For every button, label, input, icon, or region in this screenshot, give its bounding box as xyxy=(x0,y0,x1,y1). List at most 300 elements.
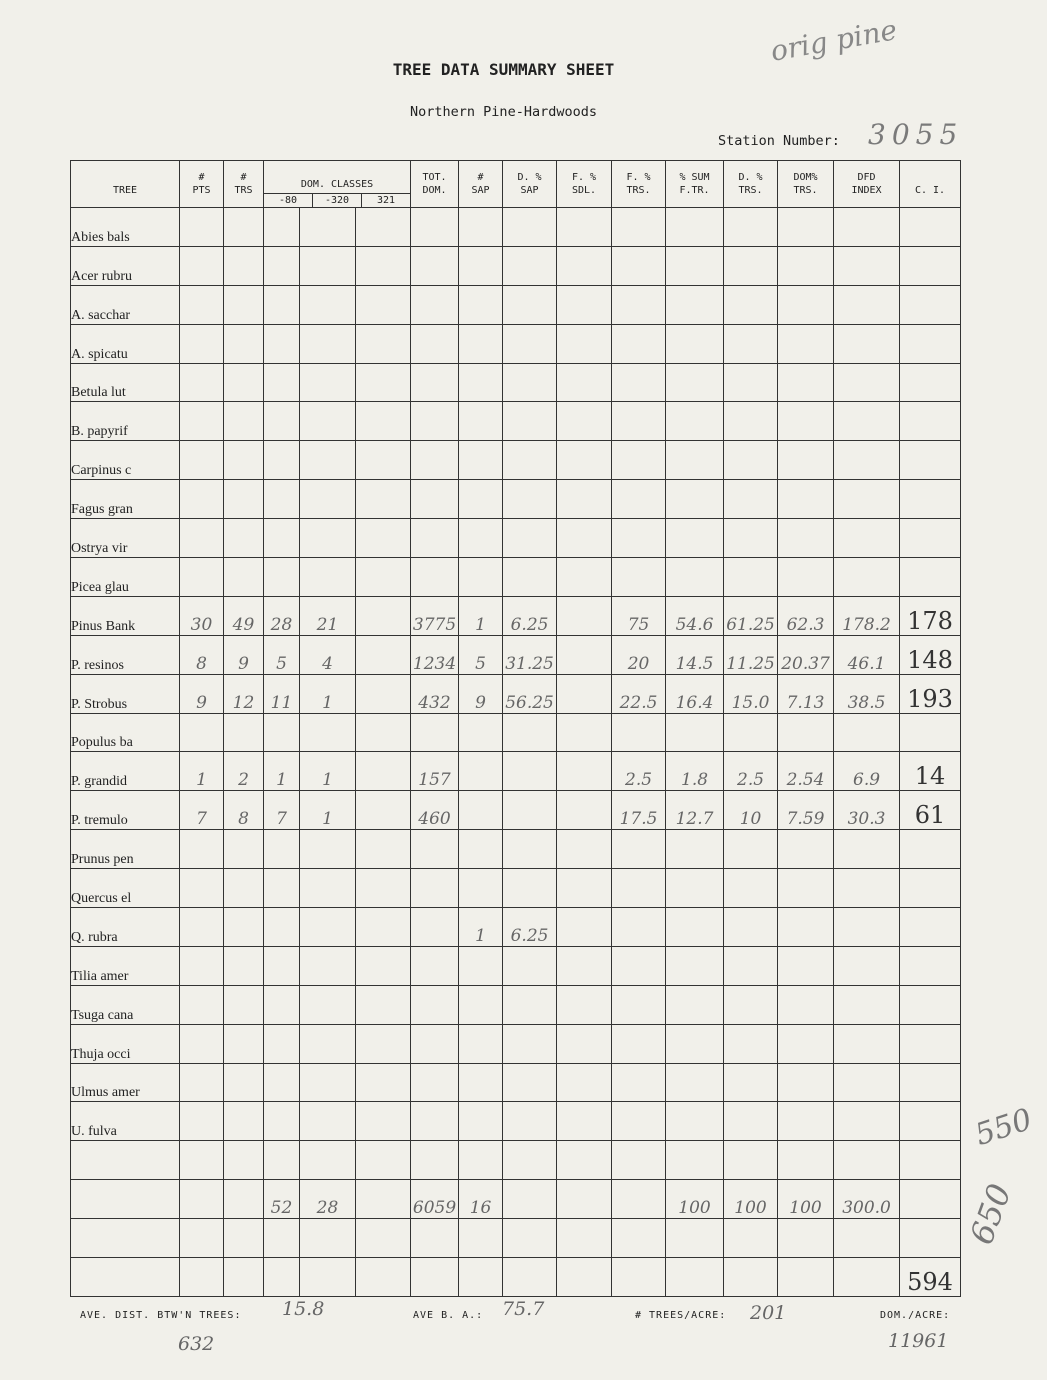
value-cell xyxy=(300,946,356,985)
value-cell xyxy=(300,1102,356,1141)
col-sum-ftr: % SUM F.TR. xyxy=(666,161,724,208)
value-cell xyxy=(356,1063,411,1102)
value-cell xyxy=(900,285,961,324)
value-cell xyxy=(612,1258,666,1297)
value-cell xyxy=(180,208,224,247)
value-cell xyxy=(356,402,411,441)
tree-name-cell xyxy=(71,1219,180,1258)
value-cell xyxy=(264,208,300,247)
value-cell xyxy=(411,441,459,480)
value-cell xyxy=(503,363,557,402)
value-cell xyxy=(180,246,224,285)
value-cell: 8 xyxy=(180,635,224,674)
value-cell xyxy=(356,1102,411,1141)
sheet-title: TREE DATA SUMMARY SHEET xyxy=(392,60,615,79)
value-cell xyxy=(356,441,411,480)
value-cell xyxy=(356,674,411,713)
value-cell xyxy=(557,208,612,247)
value-cell xyxy=(503,752,557,791)
value-cell xyxy=(459,1219,503,1258)
tree-name-cell: Tilia amer xyxy=(71,946,180,985)
tree-name-cell: Populus ba xyxy=(71,713,180,752)
col-pts: # PTS xyxy=(180,161,224,208)
value-cell xyxy=(612,946,666,985)
value-cell xyxy=(834,1024,900,1063)
value-cell xyxy=(411,1102,459,1141)
value-cell: 38.5 xyxy=(834,674,900,713)
table-row xyxy=(71,869,961,908)
value-cell xyxy=(724,1258,778,1297)
value-cell xyxy=(778,1219,834,1258)
value-cell xyxy=(459,208,503,247)
value-cell xyxy=(778,519,834,558)
value-cell xyxy=(557,1258,612,1297)
value-cell xyxy=(834,830,900,869)
value-cell: 1 xyxy=(264,752,300,791)
value-cell: 100 xyxy=(778,1180,834,1219)
value-cell xyxy=(503,324,557,363)
ave-dist-label: AVE. DIST. BTW'N TREES: xyxy=(80,1310,242,1321)
col-tot-dom: TOT. DOM. xyxy=(411,161,459,208)
value-cell xyxy=(724,869,778,908)
tree-name-cell: A. sacchar xyxy=(71,285,180,324)
value-cell: 6.25 xyxy=(503,596,557,635)
value-cell xyxy=(180,869,224,908)
value-cell xyxy=(224,1219,264,1258)
value-cell xyxy=(900,869,961,908)
value-cell xyxy=(300,985,356,1024)
value-cell xyxy=(503,246,557,285)
value-cell xyxy=(778,869,834,908)
value-cell xyxy=(300,1063,356,1102)
value-cell xyxy=(612,363,666,402)
value-cell xyxy=(612,869,666,908)
tree-name-cell: Ulmus amer xyxy=(71,1063,180,1102)
value-cell xyxy=(666,480,724,519)
value-cell: 2 xyxy=(224,752,264,791)
value-cell xyxy=(557,1180,612,1219)
value-cell xyxy=(411,713,459,752)
value-cell xyxy=(834,869,900,908)
value-cell xyxy=(459,558,503,597)
tree-name-cell: P. tremulo xyxy=(71,791,180,830)
value-cell: 15.0 xyxy=(724,674,778,713)
value-cell xyxy=(503,558,557,597)
tree-name-cell: Quercus el xyxy=(71,869,180,908)
value-cell xyxy=(612,1063,666,1102)
value-cell xyxy=(666,1024,724,1063)
value-cell xyxy=(724,519,778,558)
value-cell xyxy=(834,1141,900,1180)
value-cell: 31.25 xyxy=(503,635,557,674)
table-row xyxy=(71,324,961,363)
value-cell: 300.0 xyxy=(834,1180,900,1219)
value-cell xyxy=(666,908,724,947)
value-cell xyxy=(778,324,834,363)
tree-name-cell: Thuja occi xyxy=(71,1024,180,1063)
table-row xyxy=(71,908,961,947)
value-cell xyxy=(411,558,459,597)
value-cell xyxy=(264,441,300,480)
value-cell: 2.5 xyxy=(612,752,666,791)
value-cell xyxy=(264,1102,300,1141)
value-cell xyxy=(503,1063,557,1102)
value-cell xyxy=(900,246,961,285)
value-cell xyxy=(557,285,612,324)
table-row xyxy=(71,830,961,869)
value-cell xyxy=(459,1024,503,1063)
value-cell: 16.4 xyxy=(666,674,724,713)
col-d-sap: D. % SAP xyxy=(503,161,557,208)
tree-name-cell: Ostrya vir xyxy=(71,519,180,558)
value-cell xyxy=(264,1219,300,1258)
table-row xyxy=(71,946,961,985)
table-row xyxy=(71,791,961,830)
value-cell xyxy=(503,480,557,519)
dom-acre-value: 11961 xyxy=(888,1330,949,1352)
value-cell xyxy=(264,946,300,985)
value-cell xyxy=(300,1219,356,1258)
table-row xyxy=(71,1024,961,1063)
value-cell: 100 xyxy=(666,1180,724,1219)
value-cell xyxy=(300,558,356,597)
value-cell: 6059 xyxy=(411,1180,459,1219)
value-cell: 62.3 xyxy=(778,596,834,635)
value-cell xyxy=(411,1024,459,1063)
value-cell xyxy=(834,208,900,247)
value-cell xyxy=(411,869,459,908)
value-cell xyxy=(900,1180,961,1219)
value-cell xyxy=(411,363,459,402)
value-cell: 49 xyxy=(224,596,264,635)
value-cell xyxy=(300,1141,356,1180)
value-cell xyxy=(724,830,778,869)
value-cell xyxy=(834,946,900,985)
tree-name-cell: Tsuga cana xyxy=(71,985,180,1024)
value-cell: 1 xyxy=(300,791,356,830)
value-cell xyxy=(411,985,459,1024)
value-cell xyxy=(264,830,300,869)
value-cell xyxy=(557,402,612,441)
value-cell xyxy=(411,908,459,947)
value-cell xyxy=(459,441,503,480)
value-cell xyxy=(666,558,724,597)
table-row xyxy=(71,674,961,713)
value-cell xyxy=(612,1219,666,1258)
tree-name-cell: Pinus Bank xyxy=(71,596,180,635)
value-cell xyxy=(356,752,411,791)
tree-name-cell: Acer rubru xyxy=(71,246,180,285)
value-cell xyxy=(666,363,724,402)
value-cell xyxy=(459,752,503,791)
value-cell: 8 xyxy=(224,791,264,830)
value-cell xyxy=(356,246,411,285)
value-cell xyxy=(778,480,834,519)
col-d-trs: D. % TRS. xyxy=(724,161,778,208)
margin-note-2: 650 xyxy=(962,1178,1019,1250)
value-cell xyxy=(778,713,834,752)
value-cell xyxy=(356,985,411,1024)
value-cell xyxy=(666,1219,724,1258)
value-cell: 1 xyxy=(459,596,503,635)
value-cell xyxy=(834,713,900,752)
value-cell xyxy=(356,519,411,558)
table-row xyxy=(71,635,961,674)
value-cell xyxy=(900,1141,961,1180)
table-row xyxy=(71,558,961,597)
value-cell xyxy=(503,869,557,908)
table-row xyxy=(71,1258,961,1297)
value-cell xyxy=(900,830,961,869)
value-cell xyxy=(666,324,724,363)
corner-handwritten-note: orig pine xyxy=(768,13,900,68)
value-cell xyxy=(557,363,612,402)
value-cell xyxy=(224,208,264,247)
value-cell xyxy=(180,1024,224,1063)
value-cell xyxy=(264,519,300,558)
value-cell xyxy=(834,1102,900,1141)
value-cell xyxy=(300,519,356,558)
value-cell: 178.2 xyxy=(834,596,900,635)
value-cell xyxy=(180,713,224,752)
value-cell xyxy=(557,558,612,597)
value-cell: 9 xyxy=(224,635,264,674)
value-cell xyxy=(224,946,264,985)
value-cell xyxy=(180,363,224,402)
value-cell xyxy=(503,1141,557,1180)
tree-name-cell: P. Strobus xyxy=(71,674,180,713)
value-cell xyxy=(900,985,961,1024)
value-cell xyxy=(778,363,834,402)
value-cell xyxy=(666,1102,724,1141)
value-cell xyxy=(778,558,834,597)
value-cell: 12.7 xyxy=(666,791,724,830)
value-cell: 7.59 xyxy=(778,791,834,830)
tree-name-cell: A. spicatu xyxy=(71,324,180,363)
value-cell: 9 xyxy=(180,674,224,713)
value-cell xyxy=(900,441,961,480)
value-cell: 7 xyxy=(180,791,224,830)
col-ci: C. I. xyxy=(900,161,961,208)
tree-name-cell: Carpinus c xyxy=(71,441,180,480)
value-cell xyxy=(666,1141,724,1180)
col-trs: # TRS xyxy=(224,161,264,208)
value-cell xyxy=(900,363,961,402)
value-cell: 4 xyxy=(300,635,356,674)
value-cell xyxy=(356,1141,411,1180)
col-dfd-index: DFD INDEX xyxy=(834,161,900,208)
value-cell xyxy=(224,246,264,285)
value-cell xyxy=(557,1024,612,1063)
value-cell xyxy=(356,363,411,402)
value-cell xyxy=(503,791,557,830)
value-cell xyxy=(224,1102,264,1141)
value-cell xyxy=(411,208,459,247)
value-cell xyxy=(557,441,612,480)
value-cell xyxy=(724,208,778,247)
value-cell xyxy=(224,324,264,363)
value-cell xyxy=(459,519,503,558)
value-cell xyxy=(724,285,778,324)
value-cell xyxy=(264,713,300,752)
value-cell xyxy=(180,402,224,441)
tree-name-cell xyxy=(71,1180,180,1219)
value-cell xyxy=(778,208,834,247)
value-cell: 14.5 xyxy=(666,635,724,674)
value-cell xyxy=(300,908,356,947)
value-cell xyxy=(503,1258,557,1297)
value-cell xyxy=(180,519,224,558)
value-cell xyxy=(180,908,224,947)
value-cell: 30.3 xyxy=(834,791,900,830)
value-cell xyxy=(778,1258,834,1297)
value-cell xyxy=(834,324,900,363)
col-f-sdl: F. % SDL. xyxy=(557,161,612,208)
value-cell xyxy=(459,985,503,1024)
value-cell xyxy=(459,402,503,441)
value-cell xyxy=(356,946,411,985)
value-cell xyxy=(264,1258,300,1297)
value-cell xyxy=(778,1102,834,1141)
value-cell xyxy=(356,285,411,324)
value-cell xyxy=(834,246,900,285)
value-cell xyxy=(612,1024,666,1063)
value-cell xyxy=(778,830,834,869)
tree-name-cell: P. resinos xyxy=(71,635,180,674)
value-cell xyxy=(557,324,612,363)
value-cell xyxy=(224,1063,264,1102)
table-row xyxy=(71,1141,961,1180)
value-cell xyxy=(356,908,411,947)
value-cell xyxy=(356,1258,411,1297)
value-cell: 61 xyxy=(900,791,961,830)
value-cell: 432 xyxy=(411,674,459,713)
value-cell: 1234 xyxy=(411,635,459,674)
value-cell xyxy=(411,946,459,985)
value-cell xyxy=(557,674,612,713)
value-cell: 7 xyxy=(264,791,300,830)
value-cell xyxy=(834,402,900,441)
value-cell xyxy=(224,1180,264,1219)
value-cell: 17.5 xyxy=(612,791,666,830)
value-cell xyxy=(834,1063,900,1102)
value-cell xyxy=(300,285,356,324)
value-cell: 2.5 xyxy=(724,752,778,791)
value-cell xyxy=(411,246,459,285)
value-cell: 1 xyxy=(180,752,224,791)
table-row xyxy=(71,1102,961,1141)
value-cell xyxy=(724,246,778,285)
value-cell xyxy=(724,1063,778,1102)
value-cell: 460 xyxy=(411,791,459,830)
value-cell xyxy=(900,519,961,558)
value-cell xyxy=(503,1180,557,1219)
value-cell xyxy=(224,908,264,947)
tree-name-cell xyxy=(71,1258,180,1297)
table-row xyxy=(71,208,961,247)
value-cell xyxy=(503,285,557,324)
value-cell xyxy=(356,635,411,674)
table-row xyxy=(71,285,961,324)
value-cell xyxy=(557,830,612,869)
value-cell xyxy=(666,830,724,869)
table-row xyxy=(71,402,961,441)
value-cell xyxy=(557,519,612,558)
value-cell xyxy=(180,1219,224,1258)
value-cell xyxy=(180,480,224,519)
value-cell xyxy=(612,246,666,285)
value-cell xyxy=(180,1258,224,1297)
value-cell xyxy=(724,363,778,402)
value-cell xyxy=(724,1219,778,1258)
value-cell xyxy=(612,985,666,1024)
value-cell xyxy=(557,869,612,908)
value-cell xyxy=(264,363,300,402)
value-cell xyxy=(900,908,961,947)
tree-data-table xyxy=(70,160,961,1297)
value-cell xyxy=(264,1024,300,1063)
ave-dist-value: 15.8 xyxy=(282,1298,325,1320)
value-cell: 1 xyxy=(459,908,503,947)
value-cell xyxy=(356,791,411,830)
value-cell xyxy=(612,480,666,519)
value-cell xyxy=(666,1258,724,1297)
value-cell xyxy=(300,1258,356,1297)
value-cell xyxy=(300,713,356,752)
value-cell: 54.6 xyxy=(666,596,724,635)
value-cell: 594 xyxy=(900,1258,961,1297)
value-cell: 6.25 xyxy=(503,908,557,947)
value-cell xyxy=(612,519,666,558)
value-cell xyxy=(724,1141,778,1180)
value-cell xyxy=(459,1063,503,1102)
sheet-subtitle: Northern Pine-Hardwoods xyxy=(410,104,597,120)
value-cell xyxy=(264,480,300,519)
value-cell xyxy=(724,402,778,441)
tree-name-cell: B. papyrif xyxy=(71,402,180,441)
value-cell: 11.25 xyxy=(724,635,778,674)
value-cell xyxy=(459,363,503,402)
value-cell xyxy=(300,363,356,402)
value-cell xyxy=(557,246,612,285)
value-cell xyxy=(557,635,612,674)
value-cell xyxy=(834,285,900,324)
col-tree: TREE xyxy=(71,161,180,208)
value-cell xyxy=(459,285,503,324)
value-cell xyxy=(503,402,557,441)
table-row xyxy=(71,1180,961,1219)
value-cell xyxy=(900,480,961,519)
value-cell xyxy=(411,402,459,441)
trees-acre-label: # TREES/ACRE: xyxy=(635,1310,727,1321)
value-cell xyxy=(356,596,411,635)
col-sap: # SAP xyxy=(459,161,503,208)
ave-ba-value: 75.7 xyxy=(502,1298,545,1320)
col-dom-classes: DOM. CLASSES -80 -320 321 xyxy=(264,161,411,208)
col-f-trs: F. % TRS. xyxy=(612,161,666,208)
tree-name-cell: U. fulva xyxy=(71,1102,180,1141)
value-cell xyxy=(612,1180,666,1219)
value-cell xyxy=(264,1141,300,1180)
value-cell xyxy=(356,1219,411,1258)
value-cell xyxy=(666,402,724,441)
value-cell xyxy=(503,441,557,480)
value-cell: 75 xyxy=(612,596,666,635)
value-cell: 61.25 xyxy=(724,596,778,635)
value-cell xyxy=(180,1180,224,1219)
tree-name-cell: Q. rubra xyxy=(71,908,180,947)
value-cell xyxy=(459,1102,503,1141)
